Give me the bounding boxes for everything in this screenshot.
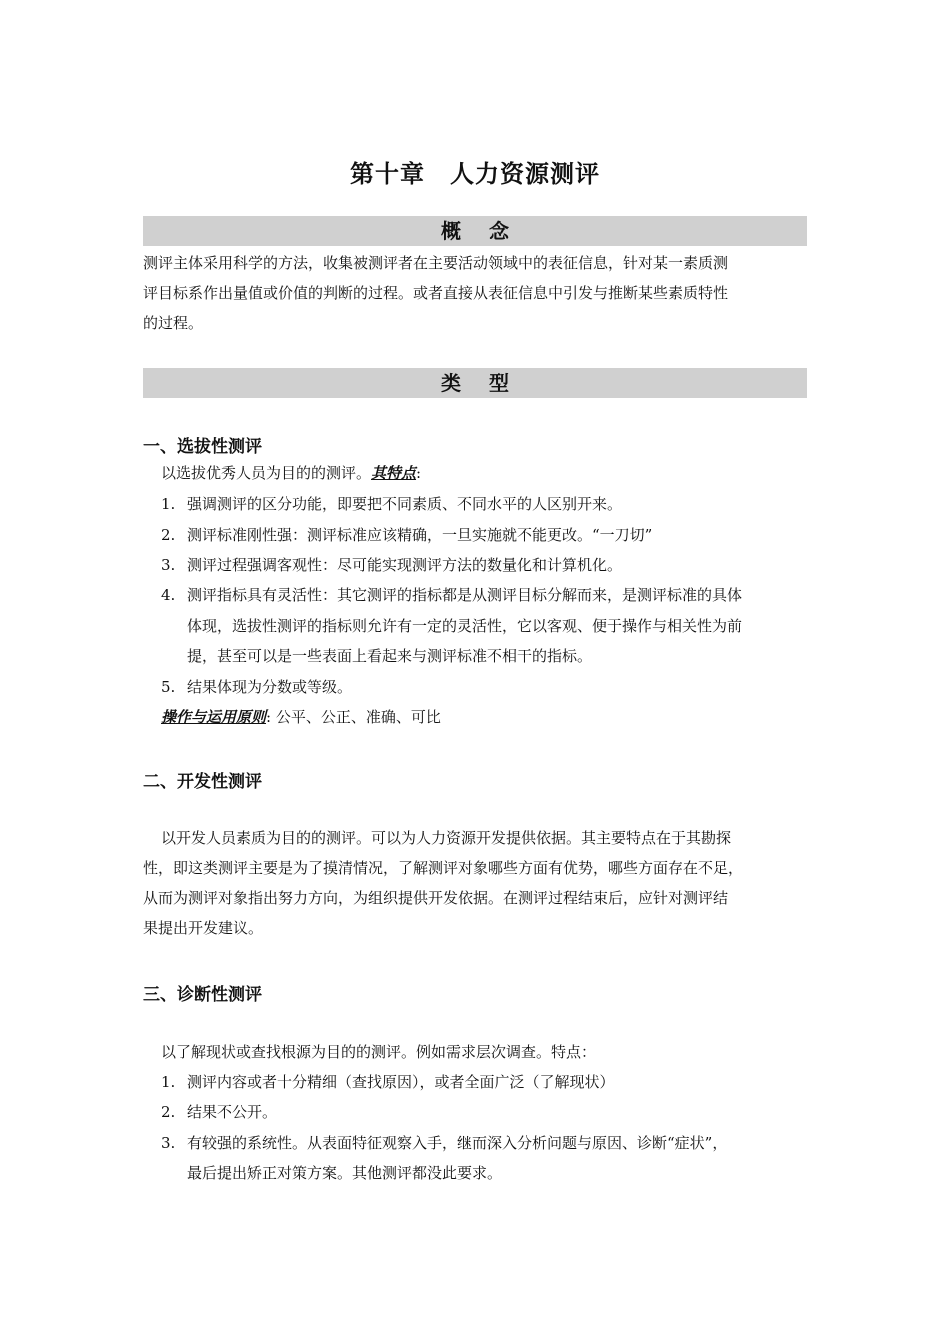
section2-line: 果提出开发建议。 — [143, 919, 264, 937]
emphasis-text: 其特点 — [371, 464, 417, 482]
list-item-continuation: 提，甚至可以是一些表面上看起来与测评标准不相干的指标。 — [187, 647, 593, 665]
list-item: 2. 结果不公开。 — [161, 1103, 278, 1121]
concept-line: 测评主体采用科学的方法，收集被测评者在主要活动领域中的表征信息，针对某一素质测 — [143, 254, 729, 272]
section2-line: 以开发人员素质为目的的测评。可以为人力资源开发提供依据。其主要特点在于其勘探 — [161, 829, 732, 847]
list-item: 2. 测评标准刚性强：测评标准应该精确，一旦实施就不能更改。“一刀切” — [161, 526, 653, 544]
list-item-continuation: 最后提出矫正对策方案。其他测评都没此要求。 — [187, 1164, 503, 1182]
section1-intro: 以选拔优秀人员为目的的测评。其特点: — [161, 464, 422, 482]
section-bar-types: 类型 — [143, 368, 807, 398]
page-title: 第十章 人力资源测评 — [350, 160, 600, 188]
concept-line: 的过程。 — [143, 314, 204, 332]
section2-heading: 二、开发性测评 — [143, 772, 262, 792]
list-item: 4. 测评指标具有灵活性：其它测评的指标都是从测评目标分解而来，是测评标准的具体 — [161, 586, 743, 604]
section3-heading: 三、诊断性测评 — [143, 985, 262, 1005]
list-item-continuation: 体现，选拔性测评的指标则允许有一定的灵活性，它以客观、便于操作与相关性为前 — [187, 617, 743, 635]
section2-line: 从而为测评对象指出努力方向，为组织提供开发依据。在测评过程结束后，应针对测评结 — [143, 889, 729, 907]
principle-line: 操作与运用原则: 公平、公正、准确、可比 — [161, 708, 441, 726]
concept-paragraph — [143, 248, 811, 338]
section2-line: 性，即这类测评主要是为了摸清情况，了解测评对象哪些方面有优势，哪些方面存在不足， — [143, 859, 744, 877]
concept-line: 评目标系作出量值或价值的判断的过程。或者直接从表征信息中引发与推断某些素质特性 — [143, 284, 729, 302]
list-item: 1. 测评内容或者十分精细（查找原因），或者全面广泛（了解现状） — [161, 1073, 615, 1091]
section3-intro: 以了解现状或查找根源为目的的测评。例如需求层次调查。特点： — [161, 1043, 597, 1061]
list-item: 5. 结果体现为分数或等级。 — [161, 678, 353, 696]
section-bar-concept: 概念 — [143, 216, 807, 246]
list-item: 3. 有较强的系统性。从表面特征观察入手，继而深入分析问题与原因、诊断“症状”， — [161, 1134, 728, 1152]
list-item: 1. 强调测评的区分功能，即要把不同素质、不同水平的人区别开来。 — [161, 495, 623, 513]
list-item: 3. 测评过程强调客观性：尽可能实现测评方法的数量化和计算机化。 — [161, 556, 623, 574]
principle-label: 操作与运用原则 — [161, 708, 267, 726]
section1-heading: 一、选拔性测评 — [143, 437, 262, 457]
